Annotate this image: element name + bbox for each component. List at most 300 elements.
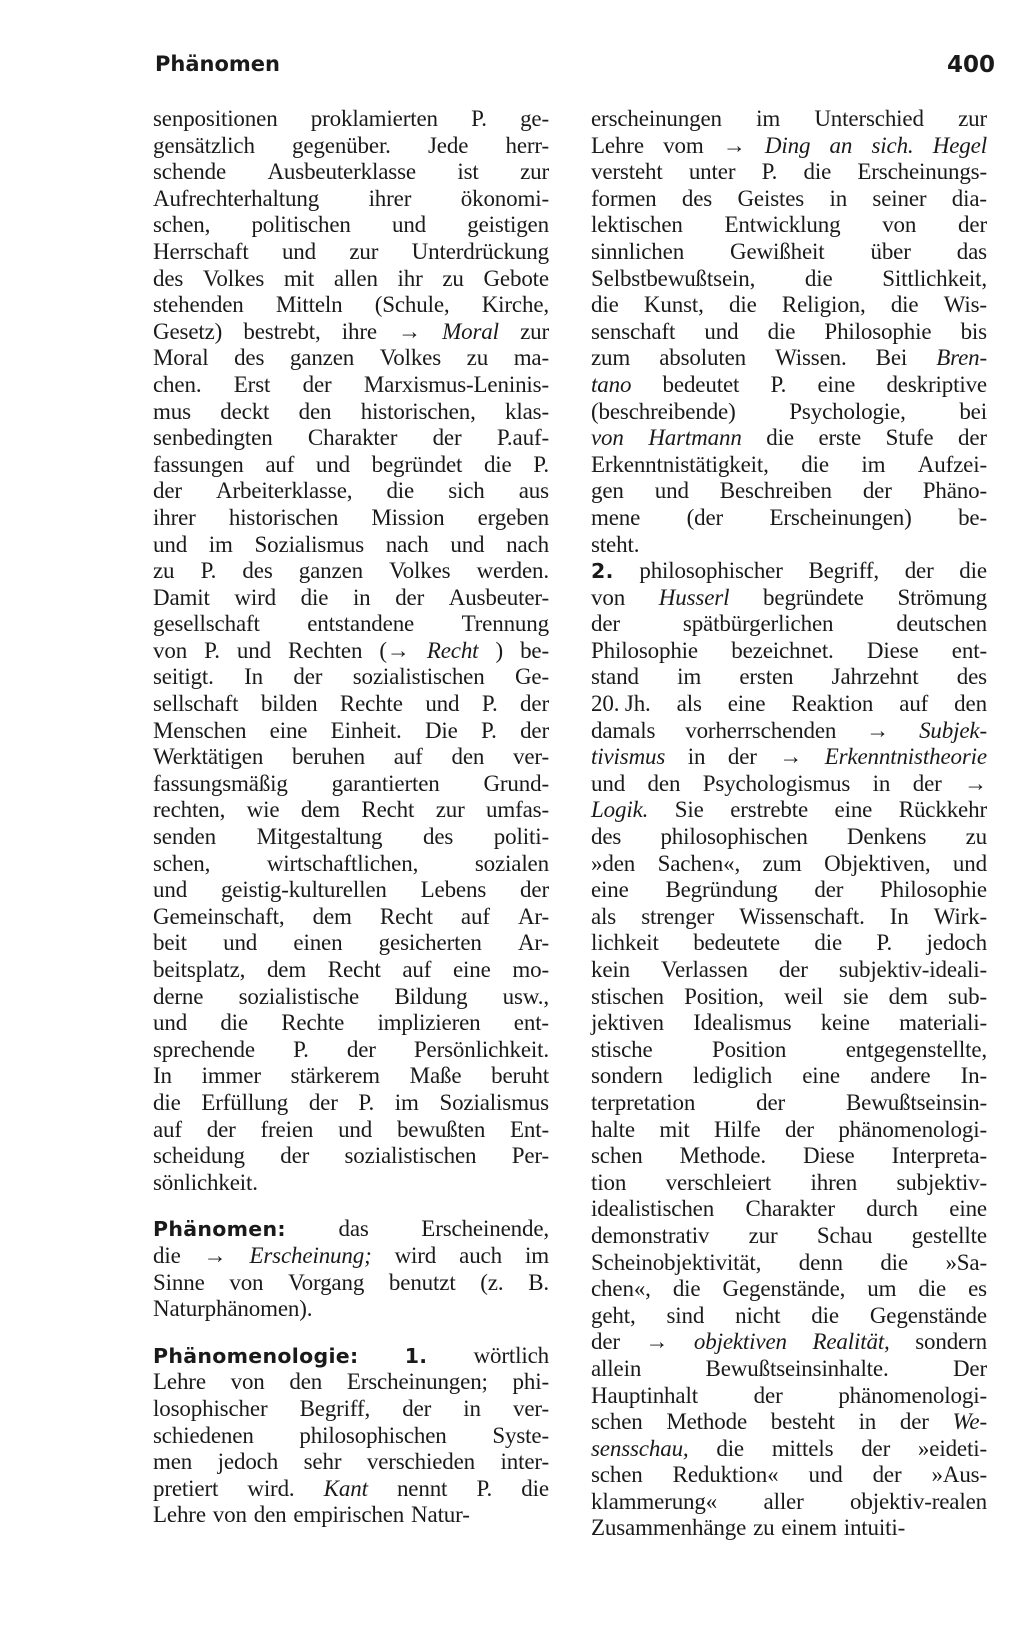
word: von: [230, 1369, 265, 1395]
word: Psychologismus: [702, 770, 851, 796]
word: der: [308, 1089, 338, 1115]
text-line: [153, 1143, 549, 1170]
word: der: [756, 1089, 786, 1115]
word: (z.: [480, 1269, 504, 1295]
text-line: [153, 505, 549, 532]
word: allein: [591, 1355, 642, 1381]
word: Psychologie,: [789, 398, 906, 424]
word: im: [861, 451, 886, 477]
word: be-: [520, 637, 549, 663]
word: Position,: [684, 983, 764, 1009]
word: Philosophie: [880, 877, 987, 903]
word: zu: [965, 824, 987, 850]
word: subjektiv-ideali-: [838, 957, 987, 982]
text-line: [591, 1223, 987, 1250]
word: subjektiv-: [896, 1169, 987, 1195]
word: Ar-: [517, 903, 549, 929]
word: begründete: [763, 584, 864, 610]
word: gestellte: [911, 1222, 987, 1248]
word: 20. Jh.: [591, 691, 651, 717]
word: ist: [457, 159, 479, 185]
word: Ausbeuterklasse: [267, 159, 416, 185]
word: werden.: [476, 558, 549, 584]
word: der: [784, 1116, 814, 1142]
text-line: [591, 1196, 987, 1223]
word: beitsplatz,: [153, 957, 246, 982]
word: Religion,: [781, 292, 866, 318]
word: Erscheinungen;: [346, 1369, 488, 1395]
text-line: [591, 159, 987, 186]
word: zu: [753, 1515, 775, 1541]
word: scheidung: [153, 1143, 245, 1169]
word: die: [386, 478, 415, 504]
word: sellschaft: [153, 691, 239, 717]
text-line: [153, 1117, 549, 1144]
text-line: [153, 1170, 549, 1197]
word: Maße: [409, 1063, 462, 1089]
word: immer: [201, 1063, 261, 1089]
word: der: [753, 1382, 783, 1408]
word: phänomenologi-: [838, 1382, 987, 1408]
word: Lehre: [591, 132, 644, 158]
italic-reference: Recht: [426, 637, 479, 663]
word: Rechte: [281, 1010, 345, 1036]
text-line: [591, 664, 987, 691]
word: Gegenstände,: [722, 1276, 846, 1302]
word: objektiv-realen: [850, 1488, 987, 1514]
word: P.: [471, 106, 487, 131]
word: der: [862, 478, 892, 504]
word: schen,: [153, 212, 211, 238]
word: Interpreta-: [891, 1143, 987, 1169]
word: absoluten: [659, 345, 747, 371]
word: und: [236, 637, 271, 663]
text-line: [153, 718, 549, 745]
word: →: [203, 1242, 227, 1268]
word: tion: [591, 1169, 627, 1195]
word: Position: [712, 1036, 787, 1062]
word: strenger: [641, 903, 715, 929]
word: die: [918, 1276, 947, 1302]
word: In: [153, 1063, 172, 1089]
word: deckt: [220, 398, 270, 424]
word: Gegenstände: [869, 1302, 987, 1328]
word: senschaft: [591, 318, 676, 344]
word: denn: [798, 1249, 843, 1275]
word: schen: [591, 1143, 643, 1169]
text-line: [591, 771, 987, 798]
word: halte: [591, 1116, 635, 1142]
text-line: [153, 1343, 549, 1370]
word: Bildung: [394, 983, 468, 1009]
word: auf: [153, 1116, 182, 1142]
word: Lehre: [153, 1369, 206, 1395]
entry-headword: 2.: [591, 559, 614, 584]
word: vorherrschenden: [685, 717, 837, 743]
word: usw.,: [502, 983, 549, 1009]
word: Denkens: [846, 824, 927, 850]
word: Selbstbewußtsein,: [591, 265, 756, 291]
word: Sozialismus: [254, 531, 365, 557]
word: seiner: [872, 185, 927, 211]
word: P.: [533, 451, 549, 477]
word: eine: [949, 1196, 987, 1222]
word: der: [302, 371, 332, 397]
word: von: [212, 1502, 247, 1528]
word: der: [958, 212, 987, 238]
word: benutzt: [388, 1269, 456, 1295]
word: geistigen: [467, 212, 549, 238]
word: deskriptive: [886, 371, 987, 397]
word: umfas-: [486, 797, 549, 823]
word: Syste-: [492, 1422, 549, 1448]
word: klammerung«: [591, 1488, 718, 1514]
word: Marxismus-Leninis-: [363, 371, 549, 397]
word: In-: [960, 1063, 987, 1089]
word: ver-: [513, 744, 549, 770]
word: in: [687, 744, 706, 770]
word: P.: [358, 1089, 375, 1115]
word: und: [153, 1010, 188, 1036]
word: wie: [246, 797, 280, 823]
word: »eideti-: [917, 1435, 987, 1461]
word: formen: [591, 185, 657, 211]
word: der: [912, 770, 942, 796]
word: Bewußtseinsin-: [845, 1089, 987, 1115]
text-line: [591, 186, 987, 213]
word: inter-: [500, 1449, 549, 1475]
text-line: [153, 611, 549, 638]
word: der: [872, 1462, 902, 1488]
word: be-: [958, 504, 987, 530]
paragraph-gap: [153, 1323, 549, 1343]
word: in: [352, 584, 371, 610]
word: zu: [442, 265, 464, 291]
word: Bewußtseinsinhalte.: [705, 1355, 889, 1381]
word: die: [220, 1010, 248, 1036]
text-line: [153, 1216, 549, 1243]
word: die: [890, 292, 919, 318]
word: Rechte: [339, 691, 403, 717]
word: der: [591, 611, 620, 637]
word: Naturphänomen).: [153, 1296, 313, 1322]
word: des: [234, 345, 265, 371]
word: bewußten: [396, 1116, 486, 1142]
text-line: [153, 771, 549, 798]
text-line: [153, 1010, 549, 1037]
word: sinnlichen: [591, 238, 685, 264]
word: mus: [153, 398, 191, 424]
word: des: [591, 824, 622, 850]
italic-reference: sich.: [871, 132, 914, 158]
word: sondern: [591, 1063, 663, 1089]
word: und: [281, 238, 316, 264]
italic-reference: tivismus: [591, 744, 666, 770]
text-line: [153, 239, 549, 266]
word: stand: [591, 664, 639, 690]
word: Erkenntnistätigkeit,: [591, 451, 769, 477]
word: ent-: [513, 1010, 549, 1036]
word: die: [591, 292, 619, 318]
word: verschieden: [366, 1449, 476, 1475]
word: bedeutete: [693, 930, 780, 956]
word: eine: [817, 371, 856, 397]
word: die: [803, 159, 832, 185]
word: historischen,: [360, 398, 476, 424]
word: schen,: [153, 850, 211, 876]
word: Vorgang: [288, 1269, 365, 1295]
word: es: [968, 1276, 987, 1302]
word: nach: [506, 531, 549, 557]
word: stehenden: [153, 292, 244, 318]
word: Menschen: [153, 717, 247, 743]
text-line: [153, 824, 549, 851]
italic-reference: objektiven: [693, 1329, 787, 1355]
word: die: [880, 1249, 908, 1275]
word: kein: [591, 957, 630, 982]
word: wird: [234, 584, 276, 610]
word: B.: [528, 1269, 549, 1295]
word: Volkes: [389, 558, 451, 584]
word: historischen: [228, 504, 339, 530]
italic-reference: sensschau,: [591, 1435, 689, 1461]
word: auf: [393, 744, 423, 770]
text-line: [153, 851, 549, 878]
word: schen: [591, 1409, 643, 1435]
word: den: [298, 398, 332, 424]
word: rechten,: [153, 797, 226, 823]
text-line: [153, 106, 549, 133]
word: Gewißheit: [730, 238, 825, 264]
word: eine: [834, 797, 873, 823]
word: schende: [153, 159, 227, 185]
word: Gemeinschaft,: [153, 903, 285, 929]
word: des: [153, 265, 184, 291]
word: eine: [269, 717, 308, 743]
text-line: [591, 585, 987, 612]
word: freien: [260, 1116, 314, 1142]
word: das: [956, 238, 987, 264]
word: Unterschied: [814, 106, 924, 131]
word: bestrebt,: [243, 318, 321, 344]
word: Wissenschaft.: [739, 903, 865, 929]
word: P.: [200, 558, 217, 584]
word: und: [952, 850, 987, 876]
word: als: [591, 903, 617, 929]
text-line: [153, 159, 549, 186]
text-line: [591, 1010, 987, 1037]
word: Charakter: [307, 425, 398, 451]
word: Begründung: [665, 877, 778, 903]
word: philosophischen: [660, 824, 808, 850]
text-line: [591, 1037, 987, 1064]
word: lektischen: [591, 212, 683, 238]
word: ganzen: [289, 345, 355, 371]
word: der: [778, 957, 808, 982]
word: der: [280, 1143, 310, 1169]
italic-reference: tano: [591, 371, 632, 397]
word: in: [858, 1409, 877, 1435]
word: philosophischen: [299, 1422, 447, 1448]
word: beit: [153, 930, 187, 956]
word: der: [861, 1435, 891, 1461]
word: den: [647, 770, 681, 796]
italic-reference: von: [591, 425, 624, 451]
text-line: [591, 452, 987, 479]
word: ): [495, 637, 503, 663]
word: stischen: [591, 983, 664, 1009]
word: im: [756, 106, 781, 131]
word: wörtlich: [473, 1342, 549, 1368]
word: jektiven: [591, 1010, 664, 1036]
word: Hauptinhalt: [591, 1382, 698, 1408]
word: der: [958, 425, 987, 451]
word: Diese: [866, 637, 919, 663]
word: Bei: [875, 345, 908, 371]
word: wird.: [247, 1475, 295, 1501]
word: Die: [424, 717, 458, 743]
word: und: [338, 1116, 373, 1142]
text-line: [591, 1489, 987, 1516]
word: zum: [762, 850, 802, 876]
word: losophischer: [153, 1395, 268, 1421]
word: (der: [686, 504, 724, 530]
word: Lehre: [153, 1502, 206, 1528]
text-line: [153, 1296, 549, 1323]
word: Wis-: [943, 292, 987, 318]
text-line: [591, 691, 987, 718]
text-line: [153, 904, 549, 931]
word: der: [520, 717, 549, 743]
text-line: [591, 478, 987, 505]
text-line: [153, 1423, 549, 1450]
word: dia-: [951, 185, 987, 211]
word: spätbürgerlichen: [682, 611, 834, 637]
word: erstrebte: [730, 797, 809, 823]
word: P.: [481, 717, 497, 743]
text-line: [153, 691, 549, 718]
word: ver-: [512, 1395, 549, 1421]
word: philosophischer: [639, 558, 783, 584]
word: Verlassen: [661, 957, 748, 982]
word: ihrer: [153, 504, 196, 530]
word: über: [870, 238, 911, 264]
word: zum: [591, 345, 631, 371]
word: das: [338, 1216, 369, 1242]
word: erscheinungen: [591, 106, 722, 131]
word: Lebens: [420, 877, 487, 903]
text-line: [591, 1063, 987, 1090]
word: P.: [481, 691, 498, 717]
word: und: [391, 212, 427, 238]
word: wird: [394, 1242, 437, 1268]
text-line: [153, 797, 549, 824]
word: Zusammenhänge: [591, 1515, 747, 1541]
word: fassungsmäßig: [153, 770, 288, 796]
italic-reference: Husserl: [658, 584, 730, 610]
word: im: [677, 664, 702, 690]
word: Wissen.: [775, 345, 847, 371]
word: im: [208, 531, 233, 557]
word: die: [804, 265, 833, 291]
word: dem: [312, 903, 352, 929]
word: sozialistischen: [352, 664, 485, 690]
word: unter: [688, 159, 736, 185]
word: Arbeiterklasse,: [216, 478, 353, 504]
word: garantierten: [331, 770, 440, 796]
word: bis: [960, 318, 987, 344]
text-line: [591, 904, 987, 931]
word: des: [681, 185, 713, 211]
word: Philosophie: [591, 637, 698, 663]
text-line: [153, 1090, 549, 1117]
word: Sie: [674, 797, 704, 823]
word: Mission: [371, 504, 445, 530]
word: dem: [266, 957, 307, 982]
word: Werktätigen: [153, 744, 264, 770]
word: lediglich: [692, 1063, 773, 1089]
word: eine: [727, 691, 766, 717]
word: materiali-: [899, 1010, 987, 1036]
word: Diese: [802, 1143, 855, 1169]
text-line: [591, 239, 987, 266]
word: und: [425, 691, 460, 717]
word: ma-: [513, 345, 549, 371]
word: wirtschaftlichen,: [266, 850, 419, 876]
text-line: [591, 611, 987, 638]
word: die: [766, 425, 794, 451]
text-line: [591, 797, 987, 824]
word: Persönlichkeit.: [413, 1036, 549, 1062]
word: Stufe: [885, 425, 934, 451]
word: auch: [459, 1242, 502, 1268]
word: Trennung: [461, 611, 549, 637]
text-line: [591, 425, 987, 452]
word: ökonomi-: [460, 185, 549, 211]
word: Ge-: [514, 664, 549, 690]
word: der: [520, 877, 549, 903]
text-line: [153, 930, 549, 957]
word: begründet: [371, 451, 463, 477]
word: Der: [952, 1355, 987, 1381]
word: sind: [666, 1302, 705, 1328]
word: der: [520, 691, 549, 717]
word: Wirk-: [933, 903, 987, 929]
word: sozialen: [474, 850, 549, 876]
text-line: [153, 1476, 549, 1503]
word: chen«,: [591, 1276, 651, 1302]
word: schiedenen: [153, 1422, 254, 1448]
word: den: [289, 1369, 323, 1395]
word: Herrschaft: [153, 238, 249, 264]
text-line: [153, 638, 549, 665]
word: von: [591, 584, 626, 610]
word: Sittlichkeit,: [882, 265, 987, 291]
word: zur: [520, 318, 549, 344]
word: Per-: [511, 1143, 549, 1169]
word: um: [867, 1276, 897, 1302]
word: Hilfe: [714, 1116, 761, 1142]
text-line: [591, 1117, 987, 1144]
page-number: 400: [946, 52, 995, 78]
word: politi-: [493, 824, 549, 850]
word: Aufzei-: [917, 451, 987, 477]
word: P.: [876, 930, 893, 956]
entry-headword: 1.: [404, 1343, 428, 1368]
italic-reference: Realität,: [812, 1329, 890, 1355]
word: entstandene: [307, 611, 415, 637]
word: zur: [520, 159, 549, 185]
